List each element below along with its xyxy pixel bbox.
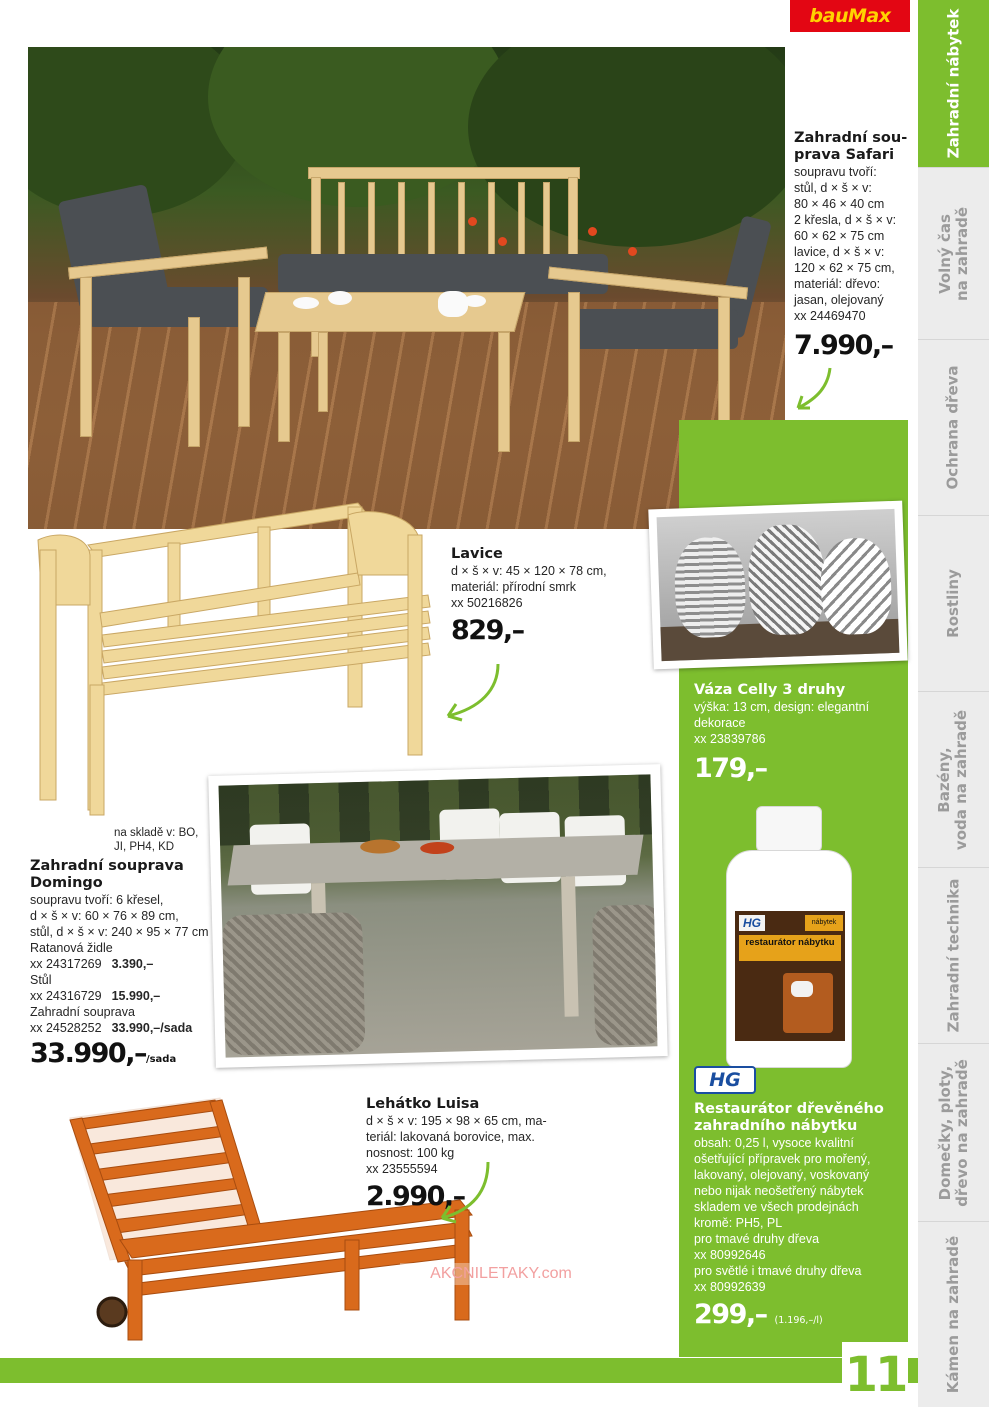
- product-spec: dekorace: [694, 716, 746, 730]
- tab-label: Zahradní nábytek: [944, 8, 962, 159]
- product-spec: 2 křesla, d × š × v:: [794, 213, 897, 227]
- tab-label: Zahradní technika: [944, 878, 962, 1033]
- product-price: 7.990,–: [794, 330, 893, 361]
- product-spec: d × š × v: 60 × 76 × 89 cm,: [30, 909, 179, 923]
- product-safari: [794, 130, 912, 362]
- bottom-bar: [0, 1358, 918, 1383]
- hg-bottle: [726, 806, 852, 1068]
- product-spec: 80 × 46 × 40 cm: [794, 197, 885, 211]
- product-domingo: [30, 826, 230, 1076]
- product-title: Lavice: [451, 546, 503, 562]
- product-title: zahradního nábytku: [694, 1118, 858, 1134]
- product-spec: Ratanová židle: [30, 941, 113, 955]
- product-spec: materiál: dřevo:: [794, 277, 881, 291]
- product-spec: kromě: PH5, PL: [694, 1216, 783, 1230]
- product-code: xx 24469470: [794, 309, 866, 323]
- unit-price: (1.196,–/l): [774, 1315, 823, 1326]
- hero-photo-safari: [28, 47, 785, 529]
- product-spec: lavice, d × š × v:: [794, 245, 885, 259]
- product-code: xx 50216826: [451, 596, 523, 610]
- product-price: 2.990,–: [366, 1181, 465, 1212]
- tab-kamen[interactable]: [918, 1222, 989, 1407]
- product-spec: 60 × 62 × 75 cm: [794, 229, 885, 243]
- product-spec: soupravu tvoří:: [794, 165, 877, 179]
- stock-info: na skladě v: BO,: [114, 827, 199, 839]
- product-price: 829,–: [451, 615, 524, 646]
- hg-logo-small: HG: [739, 915, 765, 931]
- product-vaza: [694, 682, 904, 785]
- arrow-icon: [790, 364, 840, 414]
- item-price: 3.390,–: [111, 957, 154, 971]
- price-value: 33.990,–: [30, 1038, 146, 1069]
- product-spec: d × š × v: 45 × 120 × 78 cm,: [451, 564, 607, 578]
- product-code: xx 23839786: [694, 732, 766, 746]
- product-spec: stůl, d × š × v: 240 × 95 × 77 cm: [30, 925, 209, 939]
- bottle-label: nábytek: [805, 915, 843, 931]
- product-code: xx 24528252: [30, 1021, 102, 1035]
- arrow-icon: [432, 1158, 492, 1228]
- product-title: Restaurátor dřevěného: [694, 1101, 884, 1117]
- page-number: 11: [842, 1342, 908, 1407]
- product-spec: Zahradní souprava: [30, 1005, 135, 1019]
- tab-zahradni-technika[interactable]: [918, 868, 989, 1044]
- tab-domecky-ploty[interactable]: [918, 1044, 989, 1222]
- product-spec: ošetřující přípravek pro mořený,: [694, 1152, 871, 1166]
- bottle-label: restaurátor nábytku: [739, 935, 841, 961]
- product-spec: nebo nijak neošetřený nábytek: [694, 1184, 864, 1198]
- watermark: AKCNILETAKY.com: [400, 1263, 602, 1285]
- product-spec: výška: 13 cm, design: elegantní: [694, 700, 870, 714]
- product-spec: stůl, d × š × v:: [794, 181, 872, 195]
- product-spec: teriál: lakovaná borovice, max.: [366, 1130, 535, 1144]
- tab-volny-cas[interactable]: [918, 168, 989, 340]
- hg-logo-text: HG: [709, 1069, 741, 1091]
- tab-label: Ochrana dřeva: [944, 365, 963, 490]
- item-price: 15.990,–: [111, 989, 161, 1003]
- tab-label: Kámen na zahradě: [944, 1235, 962, 1394]
- price-value: 299,–: [694, 1299, 767, 1330]
- product-title: Domingo: [30, 875, 103, 891]
- product-code: xx 23555594: [366, 1162, 438, 1176]
- product-spec: materiál: přírodní smrk: [451, 580, 577, 594]
- product-lavice: [451, 546, 651, 647]
- vase-photo: [648, 501, 907, 670]
- hg-logo: [694, 1066, 756, 1094]
- product-code: xx 80992639: [694, 1280, 766, 1294]
- arrow-icon: [440, 660, 510, 725]
- tab-rostliny[interactable]: [918, 516, 989, 692]
- product-spec: pro tmavé druhy dřeva: [694, 1232, 820, 1246]
- product-title: Váza Celly 3 druhy: [694, 682, 846, 698]
- product-spec: d × š × v: 195 × 98 × 65 cm, ma-: [366, 1114, 547, 1128]
- product-spec: pro světlé i tmavé druhy dřeva: [694, 1264, 862, 1278]
- tab-label: Domečky, ploty, dřevo na zahradě: [935, 1058, 971, 1207]
- product-hg: [694, 1101, 906, 1337]
- tab-label: Bazény, voda na zahradě: [935, 709, 971, 850]
- product-title: Lehátko Luisa: [366, 1096, 480, 1112]
- product-spec: Stůl: [30, 973, 52, 987]
- product-title: prava Safari: [794, 147, 895, 163]
- product-spec: jasan, olejovaný: [794, 293, 884, 307]
- product-price: [30, 1038, 230, 1076]
- category-sidebar: [918, 0, 989, 1407]
- product-code: xx 80992646: [694, 1248, 766, 1262]
- product-spec: 120 × 62 × 75 cm,: [794, 261, 895, 275]
- product-spec: nosnost: 100 kg: [366, 1146, 455, 1160]
- tab-label: Volný čas na zahradě: [935, 206, 971, 301]
- tab-label: Rostliny: [943, 569, 962, 638]
- domingo-photo: [208, 764, 667, 1068]
- tab-zahradni-nabytek[interactable]: [918, 0, 989, 168]
- product-price: 179,–: [694, 753, 767, 784]
- item-price: 33.990,–/sada: [111, 1021, 193, 1035]
- product-spec: soupravu tvoří: 6 křesel,: [30, 893, 164, 907]
- price-unit: /sada: [145, 1054, 177, 1065]
- product-title: Zahradní sou-: [794, 130, 908, 146]
- tab-ochrana-dreva[interactable]: [918, 340, 989, 516]
- product-code: xx 24317269: [30, 957, 102, 971]
- product-spec: obsah: 0,25 l, vysoce kvalitní: [694, 1136, 854, 1150]
- tab-bazeny[interactable]: [918, 692, 989, 868]
- product-title: Zahradní souprava: [30, 858, 184, 874]
- product-code: xx 24316729: [30, 989, 102, 1003]
- product-spec: lakovaný, olejovaný, voskovaný: [694, 1168, 870, 1182]
- product-price: [694, 1299, 906, 1337]
- stock-info: JI, PH4, KD: [114, 841, 175, 853]
- product-spec: skladem ve všech prodejnách: [694, 1200, 859, 1214]
- brand-logo: bauMax: [790, 0, 910, 32]
